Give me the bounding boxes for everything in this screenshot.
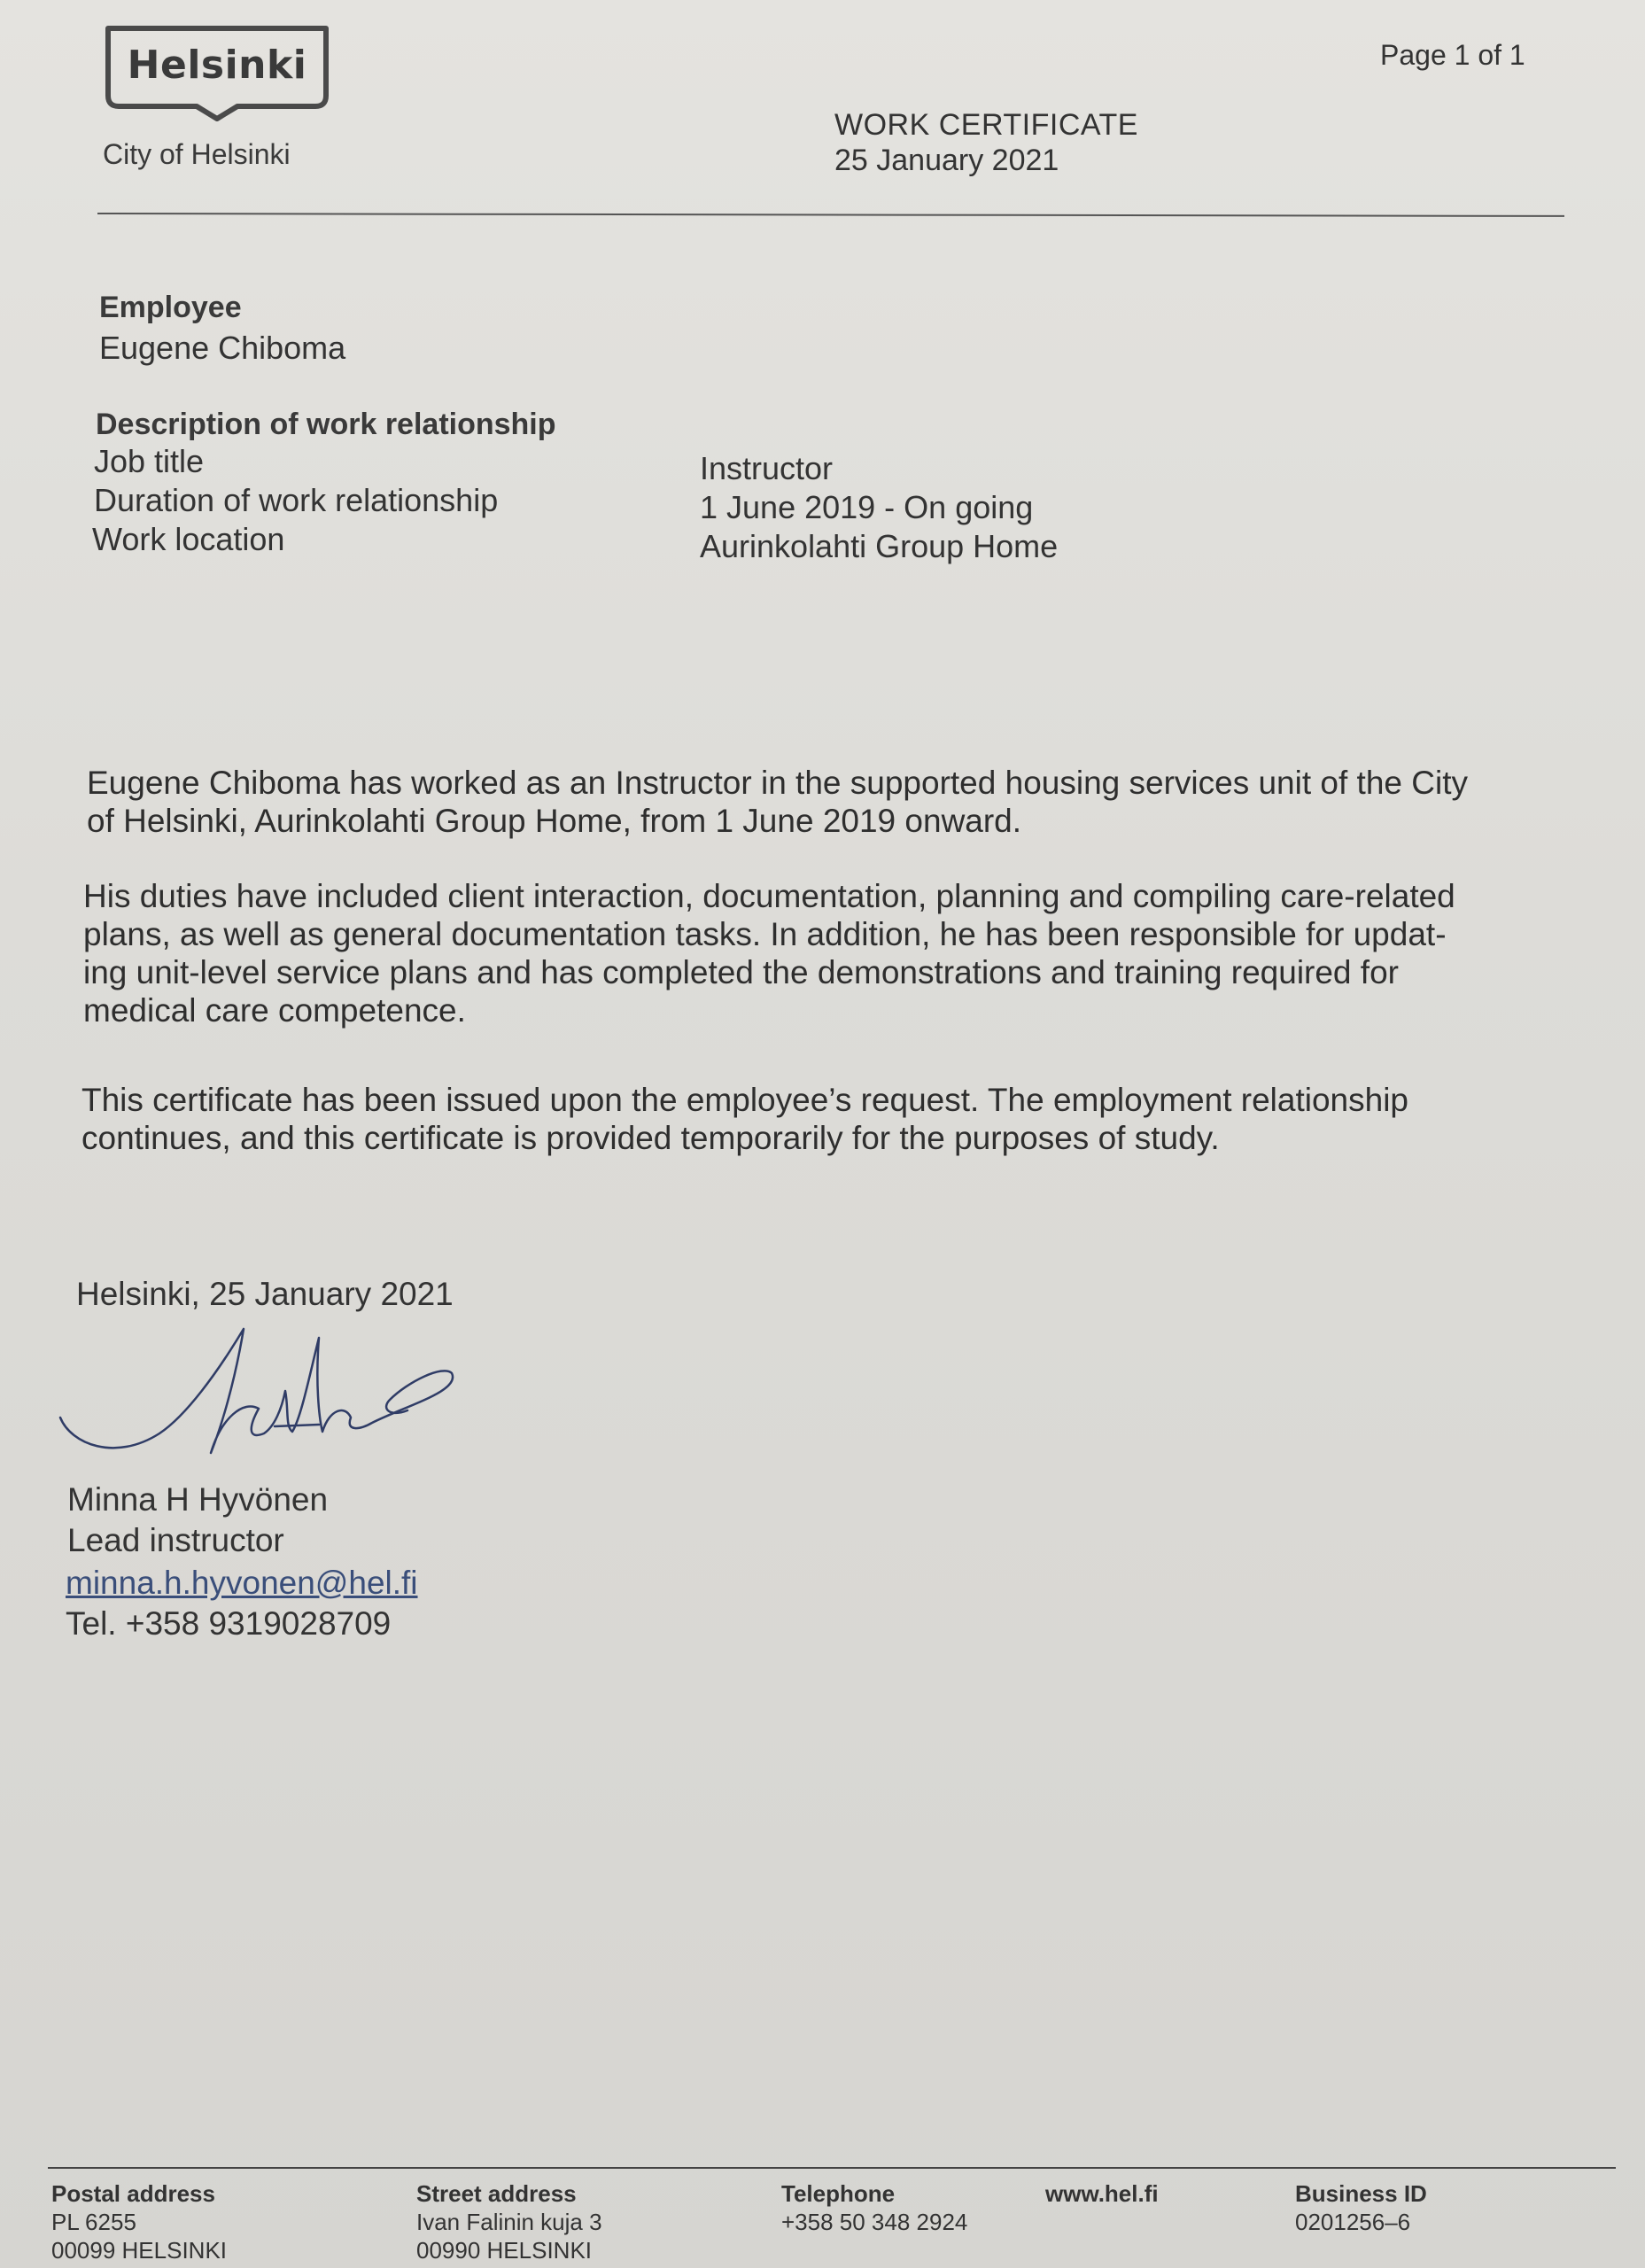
paragraph-line: This certificate has been issued upon the employee’s request. The employment relationship [81, 1082, 1408, 1118]
page-indicator: Page 1 of 1 [1380, 39, 1525, 71]
duration-label: Duration of work relationship [94, 482, 499, 518]
body-paragraph-2 [83, 877, 1589, 1029]
footer-line: 00990 HELSINKI [416, 2237, 593, 2264]
footer-heading: Business ID [1295, 2180, 1427, 2207]
footer-line: 00099 HELSINKI [51, 2237, 228, 2264]
paragraph-line: of Helsinki, Aurinkolahti Group Home, from 1 June 2019 onward. [87, 803, 1022, 839]
footer-telephone [781, 2179, 967, 2236]
paragraph-line: His duties have included client interaction, documentation, planning and compiling care-related [83, 878, 1455, 914]
footer-line: PL 6255 [51, 2209, 136, 2235]
handwritten-signature-icon [53, 1320, 478, 1497]
footer-heading: Telephone [781, 2180, 896, 2207]
paragraph-line: medical care competence. [83, 992, 466, 1029]
paragraph-line: plans, as well as general documentation tasks. In addition, he has been responsible for updat- [83, 916, 1447, 952]
work-relationship-heading: Description of work relationship [96, 408, 556, 441]
footer-heading: Street address [416, 2180, 577, 2207]
work-location-value: Aurinkolahti Group Home [700, 528, 1059, 564]
paragraph-line: continues, and this certificate is provided temporarily for the purposes of study. [81, 1120, 1220, 1156]
footer-website[interactable] [1045, 2179, 1159, 2208]
header-divider [97, 213, 1564, 217]
signatory-phone: Tel. +358 9319028709 [66, 1605, 392, 1642]
logo-text: Helsinki [127, 43, 307, 88]
place-date: Helsinki, 25 January 2021 [76, 1276, 454, 1312]
footer-line: +358 50 348 2924 [781, 2209, 968, 2235]
body-paragraph-1 [87, 764, 1593, 840]
document-type: WORK CERTIFICATE [834, 108, 1138, 142]
helsinki-logo [105, 25, 330, 117]
signatory-email-link[interactable]: minna.h.hyvonen@hel.fi [66, 1565, 418, 1601]
paragraph-line: ing unit-level service plans and has completed the demonstrations and training required for [83, 954, 1399, 990]
body-paragraph-3 [81, 1081, 1587, 1157]
paragraph-line: Eugene Chiboma has worked as an Instructor in the supported housing services unit of the City [87, 765, 1468, 801]
footer-street-address [416, 2179, 602, 2264]
footer-divider [48, 2167, 1616, 2169]
footer-line: 0201256–6 [1295, 2209, 1411, 2235]
footer-postal-address [51, 2179, 227, 2264]
job-title-value: Instructor [700, 450, 834, 486]
signatory-title: Lead instructor [67, 1522, 284, 1558]
employee-name: Eugene Chiboma [99, 330, 346, 366]
job-title-label: Job title [94, 443, 205, 479]
footer-website-link[interactable]: www.hel.fi [1045, 2180, 1159, 2207]
organization-name: City of Helsinki [103, 138, 291, 170]
work-location-label: Work location [92, 521, 285, 557]
footer-heading: Postal address [51, 2180, 215, 2207]
duration-value: 1 June 2019 - On going [700, 489, 1034, 525]
footer-line: Ivan Falinin kuja 3 [416, 2209, 602, 2235]
employee-heading: Employee [99, 291, 242, 324]
footer-business-id [1295, 2179, 1427, 2236]
signatory-name: Minna H Hyvönen [67, 1481, 329, 1518]
document-date: 25 January 2021 [834, 144, 1059, 177]
